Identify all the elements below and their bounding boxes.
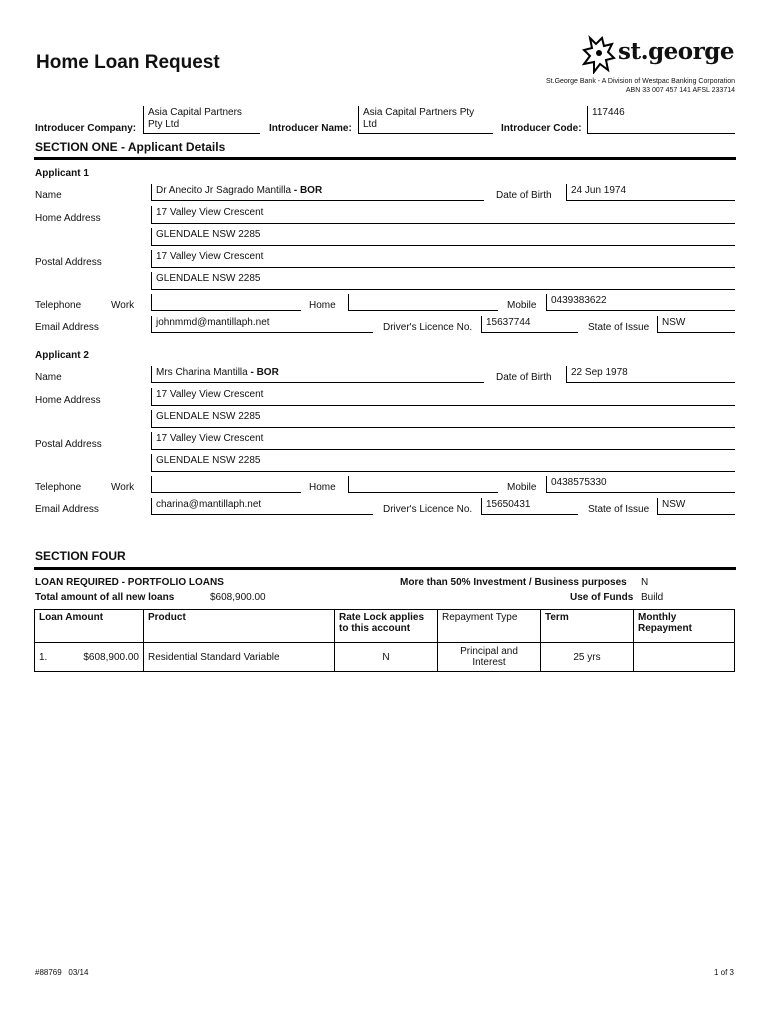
postal-address-label: Postal Address [35,439,102,450]
form-code-footer [35,968,88,977]
licence-label: Driver's Licence No. [383,504,473,515]
postal-address-label: Postal Address [35,257,102,268]
form-code: #88769 [35,968,62,977]
loan-table [34,609,735,672]
applicant-name: Mrs Charina Mantilla [156,367,248,378]
home-phone-label: Home [309,300,336,311]
home-address-label: Home Address [35,395,101,406]
applicant-2-home-phone[interactable] [348,476,498,493]
introducer-name-field[interactable]: Asia Capital Partners Pty Ltd [358,106,493,134]
introducer-company-field[interactable]: Asia Capital Partners Pty Ltd [143,106,260,134]
section-one-heading: SECTION ONE - Applicant Details [35,140,226,154]
logo-text: st.george [618,38,734,65]
applicant-1-email[interactable]: johnmmd@mantillaph.net [151,316,373,333]
bank-details [546,77,735,95]
repayment-type-cell[interactable]: Principal and Interest [438,643,541,672]
applicant-role: - BOR [291,185,323,196]
telephone-label: Telephone [35,482,82,493]
introducer-company-label: Introducer Company: [35,123,137,134]
row-number: 1. [39,651,48,663]
investment-purpose-value: N [641,577,649,588]
applicant-1-dob-field[interactable]: 24 Jun 1974 [566,184,735,201]
col-loan-amount: Loan Amount [35,610,144,643]
applicant-2-home-address-2[interactable]: GLENDALE NSW 2285 [151,410,735,428]
applicant-1-home-address-1[interactable]: 17 Valley View Crescent [151,206,735,224]
loan-amount: $608,900.00 [83,651,139,663]
applicant-2-postal-address-2[interactable]: GLENDALE NSW 2285 [151,454,735,472]
col-rate-lock: Rate Lock applies to this account [335,610,438,643]
total-amount-value: $608,900.00 [210,592,266,603]
email-label: Email Address [35,322,99,333]
applicant-2-mobile[interactable]: 0438575330 [546,476,735,493]
applicant-2-work-phone[interactable] [151,476,301,493]
applicant-2-email[interactable]: charina@mantillaph.net [151,498,373,515]
applicant-1-postal-address-2[interactable]: GLENDALE NSW 2285 [151,272,735,290]
home-address-label: Home Address [35,213,101,224]
applicant-2-state[interactable]: NSW [657,498,735,515]
use-of-funds-label: Use of Funds [570,592,634,603]
applicant-1-postal-address-1[interactable]: 17 Valley View Crescent [151,250,735,268]
section-one-divider [34,157,736,160]
dob-label: Date of Birth [496,190,552,201]
applicant-1-licence[interactable]: 15637744 [481,316,578,333]
col-term: Term [541,610,634,643]
applicant-2-name-field[interactable] [151,366,484,383]
licence-label: Driver's Licence No. [383,322,473,333]
applicant-role: - BOR [247,367,279,378]
applicant-2-home-address-1[interactable]: 17 Valley View Crescent [151,388,735,406]
home-phone-label: Home [309,482,336,493]
rate-lock-cell[interactable]: N [335,643,438,672]
applicant-2-licence[interactable]: 15650431 [481,498,578,515]
applicant-1-mobile[interactable]: 0439383622 [546,294,735,311]
loan-amount-cell[interactable] [35,643,144,672]
email-label: Email Address [35,504,99,515]
bank-line-1: St.George Bank - A Division of Westpac Banking Corporation [546,78,735,85]
bank-line-2: ABN 33 007 457 141 AFSL 233714 [625,87,735,94]
applicant-1-home-address-2[interactable]: GLENDALE NSW 2285 [151,228,735,246]
loan-table-header [35,610,735,643]
page-number: 1 of 3 [713,968,734,977]
section-four-divider [34,567,736,570]
product-cell[interactable]: Residential Standard Variable [144,643,335,672]
applicant-1-name-field[interactable] [151,184,484,201]
work-label: Work [111,300,135,311]
work-label: Work [111,482,135,493]
bank-logo [582,34,732,74]
name-label: Name [35,190,62,201]
introducer-name-label: Introducer Name: [269,123,352,134]
col-repayment-type: Repayment Type [438,610,541,643]
use-of-funds-value: Build [641,592,664,603]
col-monthly-repayment: Monthly Repayment [634,610,735,643]
section-four-heading: SECTION FOUR [35,549,126,563]
applicant-1-home-phone[interactable] [348,294,498,311]
applicant-1-work-phone[interactable] [151,294,301,311]
mobile-label: Mobile [507,482,537,493]
applicant-1-heading: Applicant 1 [35,168,89,179]
mobile-label: Mobile [507,300,537,311]
col-product: Product [144,610,335,643]
applicant-2-heading: Applicant 2 [35,350,89,361]
form-date: 03/14 [68,968,89,977]
applicant-name: Dr Anecito Jr Sagrado Mantilla [156,185,292,196]
monthly-repayment-cell[interactable] [634,643,735,672]
state-label: State of Issue [588,504,650,515]
table-row [35,643,735,672]
investment-purpose-label: More than 50% Investment / Business purposes [400,577,627,588]
applicant-1-state[interactable]: NSW [657,316,735,333]
dob-label: Date of Birth [496,372,552,383]
term-cell[interactable]: 25 yrs [541,643,634,672]
applicant-2-dob-field[interactable]: 22 Sep 1978 [566,366,735,383]
page-title: Home Loan Request [36,52,220,73]
introducer-code-label: Introducer Code: [501,123,582,134]
applicant-2-postal-address-1[interactable]: 17 Valley View Crescent [151,432,735,450]
introducer-code-field[interactable]: 117446 [587,106,735,134]
loan-required-label: LOAN REQUIRED - PORTFOLIO LOANS [35,577,224,588]
telephone-label: Telephone [35,300,82,311]
total-amount-label: Total amount of all new loans [35,592,175,603]
dragon-logo-icon [582,34,616,74]
name-label: Name [35,372,62,383]
state-label: State of Issue [588,322,650,333]
